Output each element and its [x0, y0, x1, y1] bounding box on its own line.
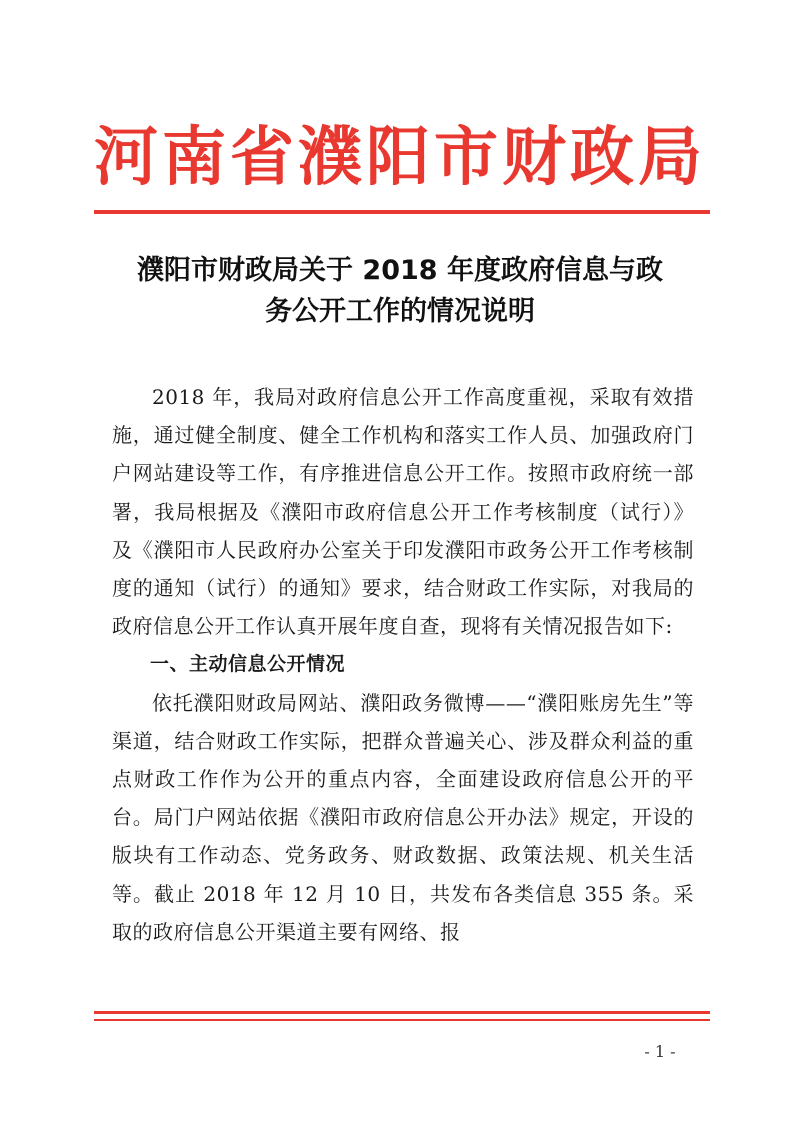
footer-divider-thick: [94, 1011, 710, 1014]
document-title-line-1: 濮阳市财政局关于 2018 年度政府信息与政: [137, 255, 663, 286]
section-paragraph: 依托濮阳财政局网站、濮阳政务微博——“濮阳账房先生”等渠道，结合财政工作实际，把群众普遍关心、涉及群众利益的重点财政工作作为公开的重点内容，全面建设政府信息公开的平台。局门户网站依据《濮阳市政府信息公开办法》规定，开设的版块有工作动态、党务政务、财政数据、政策法规、机关生活等。截止 2018 年 12 月 10 日，共发布各类信息 355 条。采取的政府信息公开渠道主要有网络、报: [112, 690, 694, 944]
masthead-title: 河南省濮阳市财政局: [94, 120, 706, 195]
footer-divider-thin: [94, 1019, 710, 1021]
document-title: [100, 250, 700, 332]
intro-paragraph: 2018 年，我局对政府信息公开工作高度重视，采取有效措施，通过健全制度、健全工作机构和落实工作人员、加强政府门户网站建设等工作，有序推进信息公开工作。按照市政府统一部署，我局根据及《濮阳市政府信息公开工作考核制度（试行）》及《濮阳市人民政府办公室关于印发濮阳市政务公开工作考核制度的通知（试行）的通知》要求，结合财政工作实际，对我局的政府信息公开工作认真开展年度自查，现将有关情况报告如下:: [112, 385, 694, 639]
masthead-divider: [94, 210, 710, 214]
document-body: [112, 378, 694, 951]
document-title-line-2: 务公开工作的情况说明: [265, 296, 535, 327]
section-heading: 一、主动信息公开情况: [150, 653, 346, 676]
page-number: - 1 -: [644, 1042, 676, 1061]
